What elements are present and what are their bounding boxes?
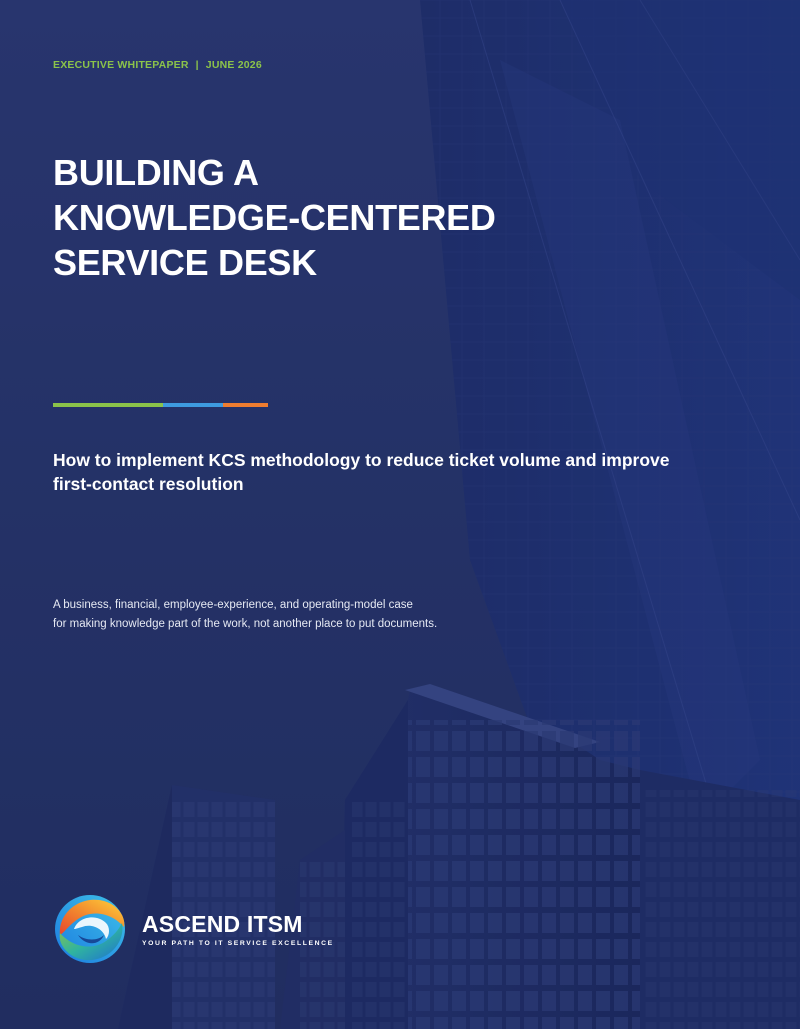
cover-subtitle: How to implement KCS methodology to reduce ticket volume and improve first-contact resolution — [53, 450, 670, 494]
accent-segment-blue — [163, 403, 223, 407]
brand-logo — [52, 891, 334, 967]
eyebrow-header — [53, 59, 262, 71]
title-line: SERVICE DESK — [53, 242, 317, 283]
brand-name: ASCEND ITSM — [142, 910, 303, 937]
accent-segment-orange — [223, 403, 268, 407]
accent-segment-green — [53, 403, 163, 407]
swirl-logo-icon — [52, 891, 130, 967]
doc-type-label: EXECUTIVE WHITEPAPER — [53, 59, 189, 71]
accent-divider — [53, 403, 268, 407]
title-line: KNOWLEDGE-CENTERED — [53, 197, 496, 238]
description-line: for making knowledge part of the work, not another place to put documents. — [53, 618, 438, 630]
brand-text — [142, 912, 334, 947]
description-line: A business, financial, employee-experience, and operating-model case — [53, 599, 413, 611]
publish-date: JUNE 2026 — [205, 59, 262, 71]
cover-title — [53, 150, 653, 285]
title-line: BUILDING A — [53, 152, 259, 193]
cover-description — [53, 596, 573, 634]
brand-tagline: YOUR PATH TO IT SERVICE EXCELLENCE — [142, 939, 334, 947]
header-separator: | — [195, 59, 199, 71]
